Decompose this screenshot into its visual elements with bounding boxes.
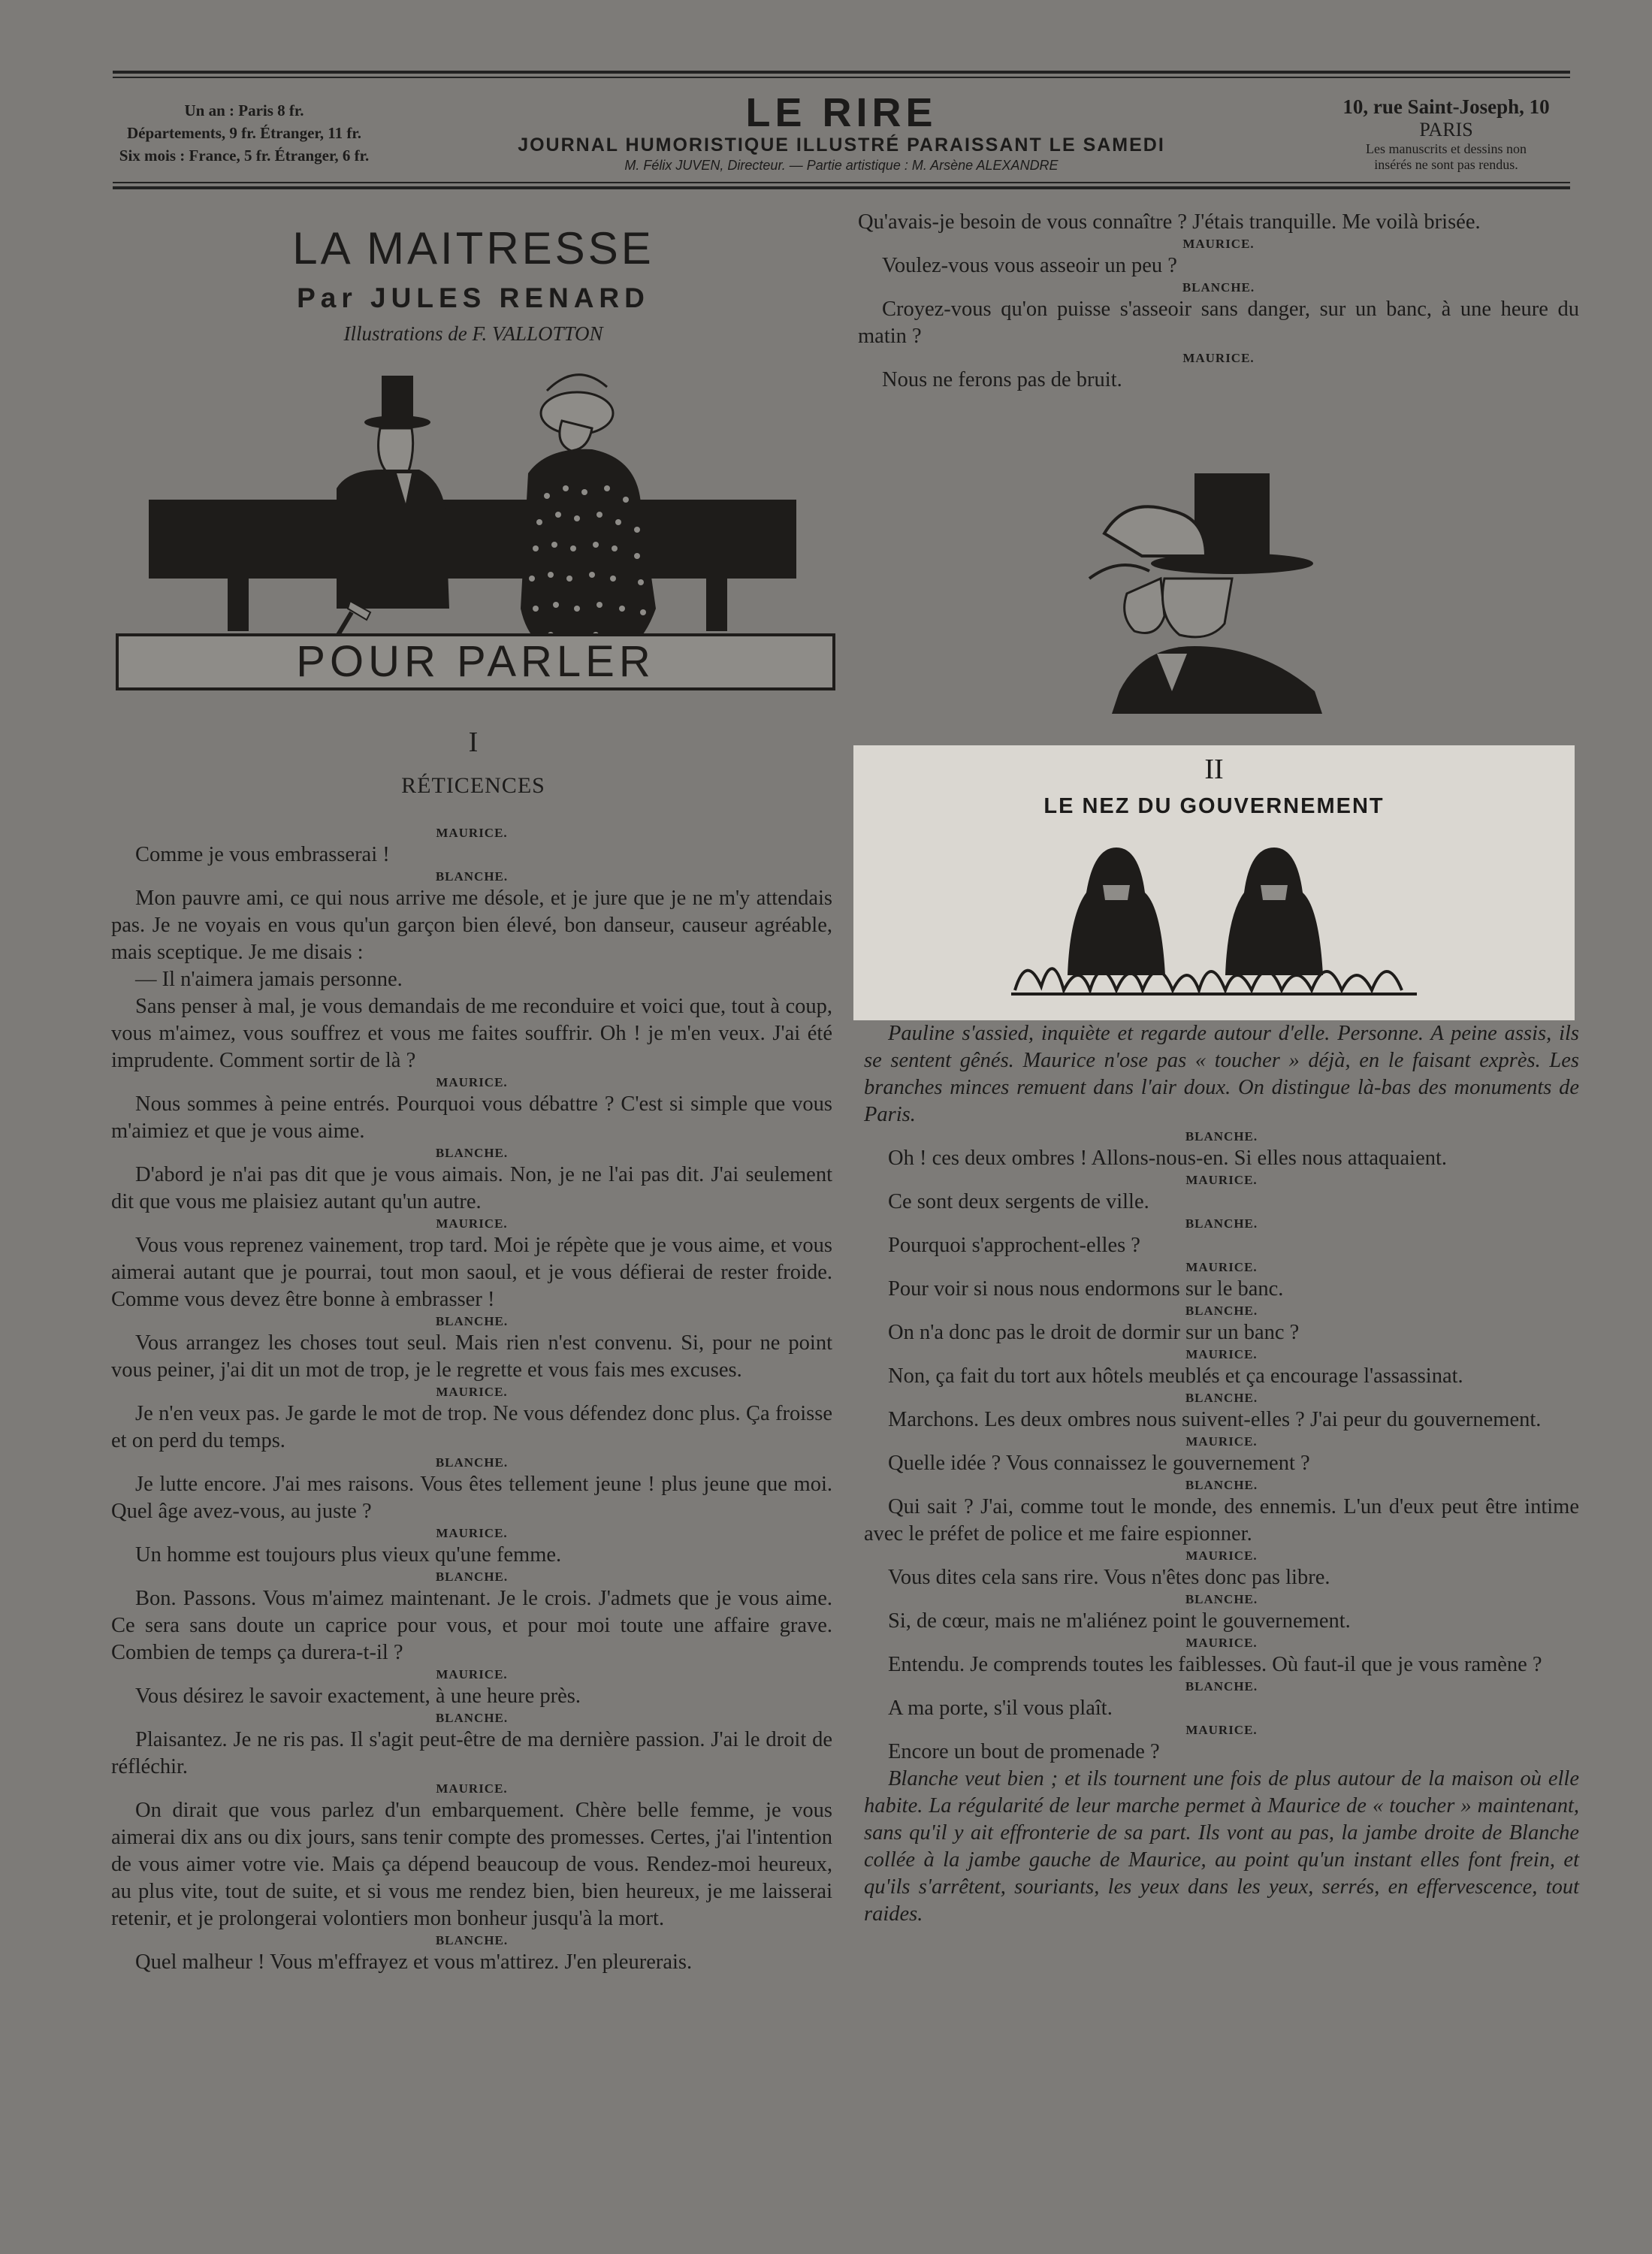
speaker-name: BLANCHE.	[1185, 1391, 1258, 1405]
stage-direction: Pauline s'assied, inquiète et regarde autour d'elle. Personne. A peine assis, ils se sentent gênés. Maurice n'ose pas « toucher » déjà, en le faisant exprès. Les branches minces remuent dans l'air doux. On distingue là-bas des monuments de Paris.	[864, 1022, 1579, 1126]
section-number: I	[468, 727, 479, 758]
dialogue-line: A ma porte, s'il vous plaît.	[888, 1697, 1113, 1720]
dialogue-line: Comme je vous embrasserai !	[135, 843, 390, 866]
speaker-name: MAURICE.	[436, 1075, 508, 1089]
bench-caption: POUR PARLER	[296, 637, 655, 686]
subscription-prices	[113, 99, 376, 167]
speaker-name: MAURICE.	[1185, 1260, 1258, 1274]
speaker-name: MAURICE.	[1185, 1636, 1258, 1650]
speaker-name: MAURICE.	[1185, 1173, 1258, 1187]
newspaper-title: LE RIRE	[745, 90, 938, 135]
speaker-name: BLANCHE.	[1185, 1304, 1258, 1318]
speaker-name: BLANCHE.	[435, 1314, 509, 1328]
dialogue-line: Quel malheur ! Vous m'effrayez et vous m'attirez. J'en pleurerais.	[135, 1950, 693, 1974]
dialogue-line: Encore un bout de promenade ?	[888, 1740, 1160, 1763]
subscription-line: Départements, 9 fr. Étranger, 11 fr.	[126, 124, 362, 142]
dialogue-line: Vous arrangez les choses tout seul. Mais rien n'est convenu. Si, pour ne point vous peiner, j'ai dit un mot de trop, je le regrette et vous fais mes excuses.	[111, 1331, 832, 1382]
speaker-name: MAURICE.	[1182, 237, 1255, 251]
speaker-name: BLANCHE.	[1182, 280, 1255, 295]
speaker-name: MAURICE.	[1185, 1434, 1258, 1449]
masthead	[421, 92, 1262, 174]
dialogue-line: — Il n'aimera jamais personne.	[135, 968, 403, 991]
speaker-name: BLANCHE.	[435, 1711, 509, 1725]
dialogue-line: Pourquoi s'approchent-elles ?	[888, 1234, 1140, 1257]
dialogue-line: Qu'avais-je besoin de vous connaître ? J'étais tranquille. Me voilà brisée.	[858, 210, 1481, 234]
speaker-name: MAURICE.	[436, 1216, 508, 1231]
dialogue-line: Mon pauvre ami, ce qui nous arrive me désole, et je jure que je ne m'y attendais pas. Je ne voyais en vous qu'un garçon bien élevé, bon danseur, causeur agréable, mais sceptique. Je me disais :	[111, 887, 832, 964]
city-line: PARIS	[1419, 119, 1473, 140]
masthead-rule-bottom	[113, 182, 1570, 183]
dialogue-line: Vous dites cela sans rire. Vous n'êtes donc pas libre.	[888, 1566, 1330, 1589]
manuscript-note	[1322, 141, 1570, 173]
couple-heads-illustration	[1074, 466, 1345, 736]
bench-illustration	[111, 361, 840, 699]
hooded-figures-illustration	[1011, 840, 1417, 1013]
subscription-line: Un an : Paris 8 fr.	[184, 101, 304, 119]
dialogue-line: Quelle idée ? Vous connaissez le gouvernement ?	[888, 1452, 1310, 1475]
dialogue-line: Nous ne ferons pas de bruit.	[882, 368, 1122, 391]
speaker-name: MAURICE.	[1185, 1548, 1258, 1563]
speaker-name: MAURICE.	[1185, 1723, 1258, 1737]
masthead-rule-top	[113, 71, 1570, 74]
stage-direction: Blanche veut bien ; et ils tournent une fois de plus autour de la maison où elle habite. La régularité de leur marche permet à Maurice de « toucher » maintenant, sans qu'il y ait effronterie de sa part. Ils vont au pas, la jambe droite de Blanche collée à la jambe gauche de Maurice, au point qu'un instant elles font frein, et qu'ils s'arrêtent, souriants, les yeux dans les yeux, serrés, en effervescence, tout raides.	[864, 1767, 1579, 1926]
dialogue-line: Je n'en veux pas. Je garde le mot de trop. Ne vous défendez donc plus. Ça froisse et on perd du temps.	[111, 1402, 832, 1452]
section-number: II	[1204, 754, 1224, 785]
masthead-rule-bottom-thick	[113, 186, 1570, 189]
speaker-name: BLANCHE.	[1185, 1592, 1258, 1606]
section-title: RÉTICENCES	[401, 773, 545, 798]
address-line: 10, rue Saint-Joseph, 10	[1342, 95, 1550, 118]
dialogue-line: Vous désirez le savoir exactement, à une heure près.	[135, 1684, 581, 1708]
dialogue-line: Je lutte encore. J'ai mes raisons. Vous êtes tellement jeune ! plus jeune que moi. Quel âge avez-vous, au juste ?	[111, 1473, 832, 1523]
newspaper-subtitle: JOURNAL HUMORISTIQUE ILLUSTRÉ PARAISSANT LE SAMEDI	[518, 134, 1165, 156]
dialogue-line: Voulez-vous vous asseoir un peu ?	[882, 254, 1177, 277]
dialogue-line: Non, ça fait du tort aux hôtels meublés et ça encourage l'assassinat.	[888, 1364, 1463, 1388]
woman-figure	[521, 375, 656, 661]
subscription-line: Six mois : France, 5 fr. Étranger, 6 fr.	[119, 147, 370, 165]
dialogue-line: Vous vous reprenez vainement, trop tard. Moi je répète que je vous aime, et vous aimerai autant que je pourrai, tout mon saoul, et je vous défierai de rester froide. Comme vous devez être bonne à embrasser !	[111, 1234, 832, 1311]
speaker-name: BLANCHE.	[435, 1146, 509, 1160]
manuscript-note-line: Les manuscrits et dessins non	[1366, 141, 1527, 156]
dialogue-column-right-top	[858, 209, 1579, 394]
speaker-name: BLANCHE.	[1185, 1216, 1258, 1231]
speaker-name: BLANCHE.	[435, 869, 509, 884]
speaker-name: MAURICE.	[436, 826, 508, 840]
article-title: LA MAITRESSE	[292, 223, 654, 273]
speaker-name: MAURICE.	[436, 1526, 508, 1540]
dialogue-line: Entendu. Je comprends toutes les faiblesses. Où faut-il que je vous ramène ?	[888, 1653, 1542, 1676]
speaker-name: BLANCHE.	[1185, 1679, 1258, 1694]
speaker-name: BLANCHE.	[435, 1455, 509, 1470]
speaker-name: MAURICE.	[1185, 1347, 1258, 1361]
dialogue-column-left	[111, 825, 832, 1976]
dialogue-line: Un homme est toujours plus vieux qu'une femme.	[135, 1543, 562, 1567]
dialogue-line: Qui sait ? J'ai, comme tout le monde, des ennemis. L'un d'eux peut être intime avec le préfet de police et me faire espionner.	[864, 1495, 1579, 1545]
dialogue-column-right	[864, 1020, 1579, 1928]
speaker-name: BLANCHE.	[1185, 1478, 1258, 1492]
manuscript-note-line: insérés ne sont pas rendus.	[1374, 157, 1518, 172]
dialogue-line: Sans penser à mal, je vous demandais de me reconduire et voici que, tout à coup, vous m'aimez, vous souffrez et vous me faites souffrir. Oh ! je m'en veux. J'ai été imprudente. Comment sortir de là ?	[111, 995, 832, 1072]
dialogue-line: Si, de cœur, mais ne m'aliénez point le gouvernement.	[888, 1609, 1351, 1633]
dialogue-line: Oh ! ces deux ombres ! Allons-nous-en. Si elles nous attaquaient.	[888, 1147, 1448, 1170]
hooded-figure-right	[1225, 848, 1323, 975]
dialogue-line: Plaisantez. Je ne ris pas. Il s'agit peut-être de ma dernière passion. J'ai le droit de réfléchir.	[111, 1728, 832, 1778]
speaker-name: BLANCHE.	[435, 1570, 509, 1584]
speaker-name: BLANCHE.	[1185, 1129, 1258, 1144]
publisher-address	[1322, 95, 1570, 173]
man-figure	[320, 376, 449, 665]
dialogue-line: Nous sommes à peine entrés. Pourquoi vous débattre ? C'est si simple que vous m'aimiez et que je vous aime.	[111, 1092, 832, 1143]
hooded-figure-left	[1068, 848, 1165, 975]
dialogue-line: Pour voir si nous nous endormons sur le banc.	[888, 1277, 1284, 1301]
dialogue-line: Ce sont deux sergents de ville.	[888, 1190, 1149, 1213]
dialogue-line: On n'a donc pas le droit de dormir sur un banc ?	[888, 1321, 1300, 1344]
speaker-name: MAURICE.	[1182, 351, 1255, 365]
speaker-name: MAURICE.	[436, 1781, 508, 1796]
article-byline: Par JULES RENARD	[297, 283, 650, 313]
speaker-name: MAURICE.	[436, 1385, 508, 1399]
article-illustrator: Illustrations de F. VALLOTTON	[343, 322, 603, 345]
dialogue-line: D'abord je n'ai pas dit que je vous aimais. Non, je ne l'ai pas dit. J'ai seulement dit que vous me plaisiez autant qu'un autre.	[111, 1163, 832, 1213]
newspaper-direction: M. Félix JUVEN, Directeur. — Partie artistique : M. Arsène ALEXANDRE	[624, 158, 1059, 173]
dialogue-line: Marchons. Les deux ombres nous suivent-elles ? J'ai peur du gouvernement.	[888, 1408, 1542, 1431]
dialogue-line: On dirait que vous parlez d'un embarquement. Chère belle femme, je vous aimerai dix ans ou dix jours, sans tenir compte des promesses. Certes, j'ai l'intention de vous aimer votre vie. Mais ça dépend beaucoup de vous. Rendez-moi heureux, au plus vite, tout de suite, et si vous me rendez bien, bien heureux, je me laisserai retenir, et je prolongerai volontiers mon bonheur jusqu'à la mort.	[111, 1799, 832, 1930]
section-title: LE NEZ DU GOUVERNEMENT	[1043, 794, 1385, 818]
speaker-name: MAURICE.	[436, 1667, 508, 1681]
speaker-name: BLANCHE.	[435, 1933, 509, 1947]
dialogue-line: Bon. Passons. Vous m'aimez maintenant. Je le crois. J'admets que je vous aime. Ce sera sans doute un caprice pour vous, et pour moi toute une affaire grave. Combien de temps ça durera-t-il ?	[111, 1587, 832, 1664]
masthead-rule-top-thin	[113, 77, 1570, 78]
dialogue-line: Croyez-vous qu'on puisse s'asseoir sans danger, sur un banc, à une heure du matin ?	[858, 298, 1579, 348]
